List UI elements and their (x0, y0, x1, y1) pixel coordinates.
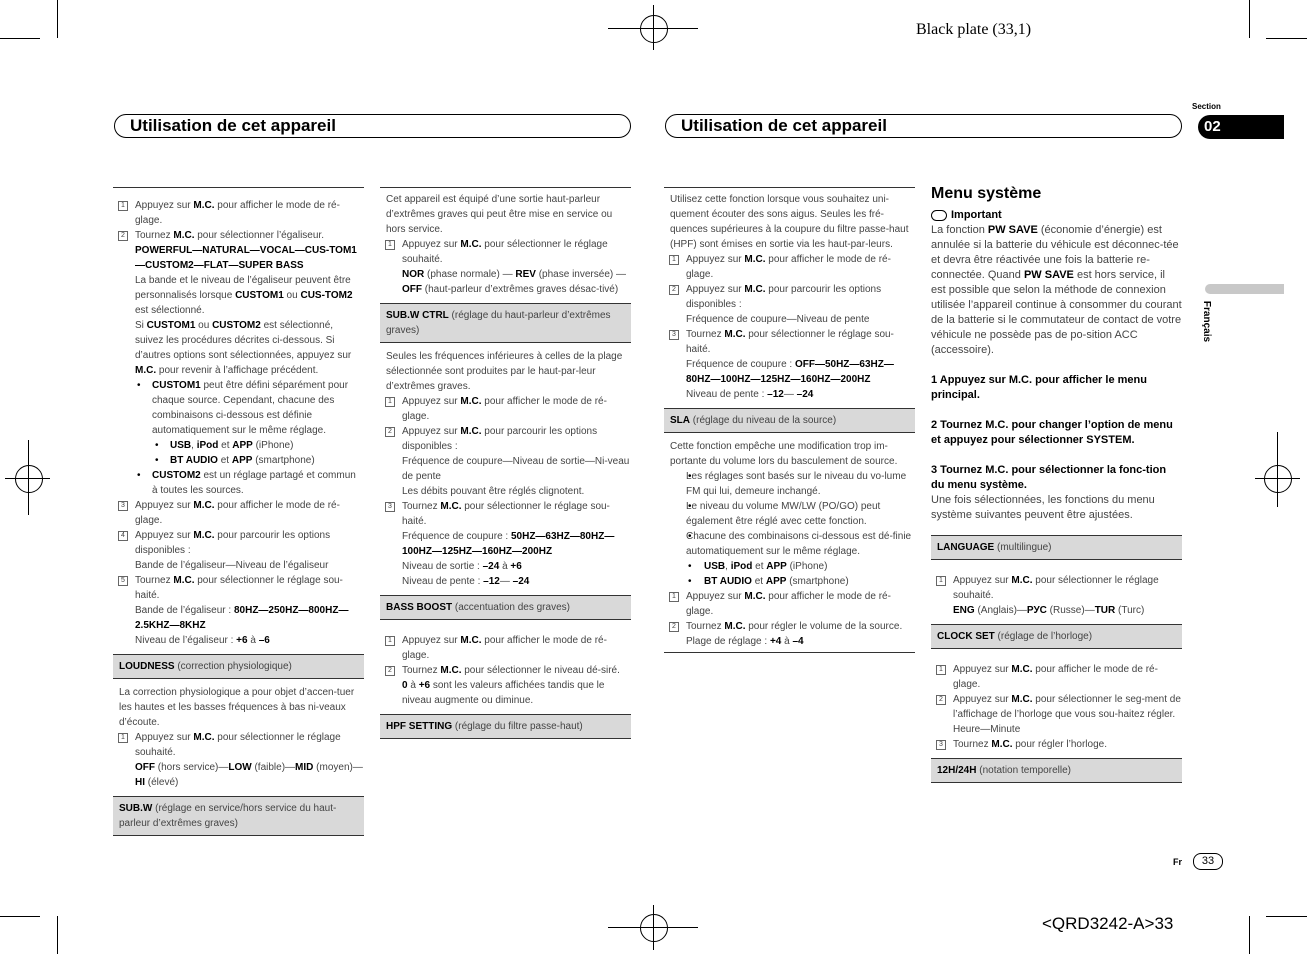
text: TUR (1094, 605, 1116, 616)
step-number: 1 (385, 636, 395, 646)
text: Appuyez sur (135, 500, 194, 511)
text: pour afficher le mode de ré-glage. (953, 664, 1158, 690)
text: (réglage du niveau de la source) (690, 415, 837, 426)
step-number: 1 (385, 397, 395, 407)
setting-bar (931, 624, 1182, 649)
step-number: 1 (118, 733, 128, 743)
text: (élevé) (145, 777, 179, 788)
bullet-item (113, 468, 364, 498)
registration-line (653, 905, 654, 950)
text: NOR (402, 269, 425, 280)
text: à (247, 635, 259, 646)
important-icon (931, 210, 947, 221)
text: et (751, 576, 766, 587)
text: pour sélectionner le réglage souhaité. (135, 732, 341, 758)
text: (réglage de l’horloge) (994, 631, 1093, 642)
bullet-item: • Le niveau du volume MW/LW (PO/GO) peut également être réglé avec cette fonction. (664, 499, 915, 529)
crop-mark (1249, 0, 1250, 38)
text: Appuyez sur (135, 530, 194, 541)
text: (Turc) (1115, 605, 1145, 616)
step-number: 4 (118, 531, 128, 541)
list-item (931, 662, 1182, 692)
document-code: <QRD3242-A>33 (1042, 914, 1174, 933)
text: 50HZ—63HZ—80HZ—100HZ—125HZ—160HZ—200HZ (402, 531, 615, 557)
step-number: 1 (118, 201, 128, 211)
text: CUSTOM2 (152, 470, 201, 481)
text: M.C. (1011, 694, 1033, 705)
crop-mark (57, 916, 58, 954)
text: (réglage en service/hors service du haut-parleur d’extrêmes graves) (119, 803, 337, 829)
text: pour sélectionner le réglage sou-haité. (686, 329, 894, 355)
crop-mark (1249, 916, 1250, 954)
list-item (113, 528, 364, 573)
text: M.C. (724, 621, 746, 632)
text: M.C. (173, 575, 195, 586)
text: 0 (402, 680, 408, 691)
text: (accentuation des graves) (452, 602, 570, 613)
text: (économie d’énergie) est annulée si la batterie du véhicule est déconnec-tée et devra être réactivée une fois la batterie re-connectée. Quand (931, 224, 1179, 281)
setting-bar (380, 303, 631, 343)
text: Bande de l’égaliseur—Niveau de l’égaliseur (135, 560, 329, 571)
list-item (664, 589, 915, 619)
text: et (752, 561, 767, 572)
text: Appuyez sur (402, 396, 461, 407)
bullet-item (113, 453, 364, 468)
text: (correction physiologique) (174, 661, 292, 672)
text: (Russe)— (1046, 605, 1095, 616)
list-item (931, 737, 1182, 752)
text: –24 (482, 561, 500, 572)
text: Appuyez sur (402, 426, 461, 437)
text: est un réglage partagé et commun à toutes les sources. (152, 470, 356, 496)
text: M.C. (193, 732, 215, 743)
text: Tournez (953, 739, 992, 750)
step-number: 3 (669, 330, 679, 340)
text: Tournez (135, 575, 174, 586)
text: sont les valeurs affichées tandis que le niveau augmente ou diminue. (402, 680, 605, 706)
text: LOUDNESS (119, 661, 175, 672)
list-item (113, 198, 364, 228)
spacer (931, 566, 1182, 573)
setting-bar (380, 714, 631, 739)
text: M.C. (991, 739, 1013, 750)
text: Tournez (135, 230, 174, 241)
text: HPF SETTING (386, 721, 453, 732)
text: CLOCK SET (937, 631, 995, 642)
text: Bande de l’égaliseur : (135, 605, 234, 616)
registration-mark-icon (640, 914, 668, 942)
column-1 (113, 187, 364, 842)
crop-mark (0, 38, 40, 39)
text: est sélectionné. (135, 305, 205, 316)
text: Important (951, 209, 1002, 221)
text: M.C. (460, 426, 482, 437)
crop-mark (0, 916, 40, 917)
text: pour sélectionner le seg-ment de l’affichage de l’horloge que vous sou-haitez régler. (953, 694, 1181, 720)
bullet-item (664, 574, 915, 589)
text: peut être défini séparément pour chaque source. Cependant, chacune des combinaisons ci-dessous est définie automatiquement sur le même réglage. (152, 380, 349, 436)
list-item (113, 228, 364, 378)
registration-mark-icon (1264, 465, 1292, 493)
text: (phase normale) — (424, 269, 516, 280)
text: PW SAVE (1023, 269, 1074, 281)
section-label: Section (1192, 102, 1221, 111)
text: ou (195, 320, 213, 331)
text: USB (704, 561, 726, 572)
text: M.C. (460, 396, 482, 407)
text: Tournez (686, 329, 725, 340)
text: APP (765, 576, 787, 587)
text: CUSTOM1 (146, 320, 196, 331)
text: –12 (483, 576, 500, 587)
text: Appuyez sur (135, 200, 194, 211)
text: –4 (792, 636, 804, 647)
list-item (380, 633, 631, 663)
text: pour sélectionner le réglage souhaité. (402, 239, 608, 265)
step-number: 5 (118, 576, 128, 586)
paragraph: Une fois sélectionnées, les fonctions du menu système suivantes peuvent être ajustées. (931, 494, 1155, 521)
paragraph (931, 223, 1182, 358)
text: APP (232, 440, 253, 451)
registration-line (653, 5, 654, 50)
step-number: 1 (936, 665, 946, 675)
text: 80HZ—250HZ—800HZ—2.5KHZ—8KHZ (135, 605, 349, 631)
crop-mark (57, 0, 58, 38)
text: à (407, 680, 419, 691)
text: Tournez (686, 621, 725, 632)
text: SLA (670, 415, 690, 426)
text: +6 (236, 635, 248, 646)
section-number: 02 (1204, 118, 1221, 135)
setting-bar (931, 758, 1182, 783)
text: M.C. (193, 200, 215, 211)
text: M.C. (193, 530, 215, 541)
text: (smartphone) (252, 455, 315, 466)
text: — (499, 576, 513, 587)
text: — (783, 389, 797, 400)
text: pour sélectionner le réglage souhaité. (953, 575, 1159, 601)
text: pour revenir à l’affichage précédent. (156, 365, 319, 376)
text: Si (135, 320, 147, 331)
list-item (664, 282, 915, 327)
text: –12 (767, 389, 784, 400)
language-tab (1205, 284, 1284, 294)
step-number: 3 (385, 502, 395, 512)
text: (haut-parleur d’extrêmes graves désac-tivé) (422, 284, 619, 295)
text: Appuyez sur (953, 575, 1012, 586)
text: OFF—50HZ—63HZ—80HZ—100HZ—125HZ—160HZ—200HZ (686, 359, 894, 385)
step-number: 2 (669, 285, 679, 295)
paragraph: La correction physiologique a pour objet d’accen-tuer les hautes et les basses fréquences à bas ni-veaux d’écoute. (119, 687, 355, 728)
text: M.C. (135, 365, 157, 376)
text: La fonction (931, 224, 988, 236)
text: HI (135, 777, 145, 788)
text: iPod (196, 440, 219, 451)
text: M.C. (440, 501, 462, 512)
text: M.C. (193, 500, 215, 511)
list-item (113, 573, 364, 648)
text: pour parcourir les options disponibles : (686, 284, 882, 310)
text: M.C. (744, 591, 766, 602)
plate-label: Black plate (33,1) (916, 21, 1032, 38)
registration-mark-icon (15, 465, 43, 493)
text: pour afficher le mode de ré-glage. (135, 500, 340, 526)
text: CUSTOM1 (235, 290, 284, 301)
text: pour sélectionner le réglage sou-haité. (402, 501, 610, 527)
text: Tournez (402, 665, 441, 676)
list-item (113, 730, 364, 790)
text: +4 (769, 636, 782, 647)
list-item (380, 237, 631, 297)
text: –6 (258, 635, 270, 646)
step-number: 1 (669, 255, 679, 265)
step-number: 1 (385, 240, 395, 250)
column-2 (380, 187, 631, 745)
step-heading: 3 Tournez M.C. pour sélectionner la fonc-tion du menu système. (931, 464, 1167, 491)
text: (multilingue) (994, 542, 1052, 553)
text: USB (170, 440, 192, 451)
step-number: 2 (385, 427, 395, 437)
text: pour parcourir les options disponibles : (135, 530, 331, 556)
text: , (191, 440, 197, 451)
list-item (664, 327, 915, 402)
registration-line (1277, 432, 1278, 507)
text: –24 (796, 389, 814, 400)
setting-bar (931, 535, 1182, 560)
text: M.C. (1011, 664, 1033, 675)
text: (réglage du filtre passe-haut) (452, 721, 583, 732)
step-number: 1 (936, 576, 946, 586)
text: M.C. (744, 284, 766, 295)
paragraph: Seules les fréquences inférieures à celles de la plage sélectionnée sont produites par le haut-par-leur d’extrêmes graves. (386, 351, 623, 392)
text: Appuyez sur (953, 664, 1012, 675)
bullet-item (113, 378, 364, 438)
text: РУС (1026, 605, 1047, 616)
text: pour régler le volume de la source. (745, 621, 903, 632)
text: pour sélectionner l’égaliseur. (194, 230, 324, 241)
step-number: 2 (936, 695, 946, 705)
section-title-right: Utilisation de cet appareil (665, 114, 1182, 138)
paragraph: Cette fonction empêche une modification trop im-portante du volume lors du basculement de source. (670, 441, 898, 467)
text: CUSTOM2 (212, 320, 261, 331)
text: à (499, 561, 511, 572)
text: iPod (730, 561, 753, 572)
list-item (664, 252, 915, 282)
text: Fréquence de coupure : (402, 531, 511, 542)
bullet-item: • Les réglages sont basés sur le niveau du vo-lume FM qui lui, demeure inchangé. (664, 469, 915, 499)
text: pour régler l’horloge. (1012, 739, 1107, 750)
text: LANGUAGE (937, 542, 995, 553)
text: PW SAVE (987, 224, 1038, 236)
page-number-badge (1193, 853, 1223, 870)
paragraph: Cet appareil est équipé d’une sortie haut-parleur d’extrêmes graves qui peut être mise en service ou hors service. (386, 194, 613, 235)
bullet-item (113, 438, 364, 453)
text: pour afficher le mode de ré-glage. (135, 200, 340, 226)
text: pour afficher le mode de ré-glage. (402, 635, 607, 661)
step-number: 3 (936, 740, 946, 750)
text: Fréquence de coupure : (686, 359, 795, 370)
text: Fréquence de coupure—Niveau de pente (686, 314, 870, 325)
text: pour sélectionner le niveau dé-siré. (461, 665, 620, 676)
text: à (781, 636, 793, 647)
text: Tournez (402, 501, 441, 512)
text: (notation temporelle) (976, 765, 1071, 776)
setting-bar (664, 408, 915, 433)
list-item (113, 498, 364, 528)
text: pour afficher le mode de ré-glage. (402, 396, 607, 422)
text: +6 (510, 561, 522, 572)
step-number: 2 (669, 622, 679, 632)
text: APP (231, 455, 253, 466)
text: BT AUDIO (704, 576, 752, 587)
text: (réglage du haut-parleur d’extrêmes graves) (386, 310, 611, 336)
text: Appuyez sur (402, 635, 461, 646)
bullet-item: • Chacune des combinaisons ci-dessous est dé-finie automatiquement sur le même réglage. (664, 529, 915, 559)
text: M.C. (1011, 575, 1033, 586)
registration-line (28, 440, 29, 515)
text: +6 (418, 680, 431, 691)
text: Appuyez sur (402, 239, 461, 250)
setting-bar (380, 595, 631, 620)
text: pour sélectionner le réglage sou-haité. (135, 575, 343, 601)
text: M.C. (460, 635, 482, 646)
list-item (380, 663, 631, 708)
text: (iPhone) (252, 440, 294, 451)
list-item (380, 424, 631, 499)
text: ENG (953, 605, 975, 616)
step-number: 1 (669, 592, 679, 602)
text: LOW (228, 762, 252, 773)
text: APP (766, 561, 787, 572)
paragraph: Utilisez cette fonction lorsque vous souhaitez uni-quement écouter des sons aigus. Seules les fré-quences supérieures à la coupure du filtre passe-haut (HPF) sont émises en sortie via les haut-par-leurs. (670, 194, 909, 250)
step-number: 2 (385, 666, 395, 676)
step-heading: 1 Appuyez sur M.C. pour afficher le menu principal. (931, 374, 1147, 401)
text: (phase inversée) — (535, 269, 626, 280)
text: SUB.W (119, 803, 153, 814)
text: (hors service)— (155, 762, 229, 773)
text: 12H/24H (937, 765, 977, 776)
bullet-item (664, 559, 915, 574)
text: OFF (135, 762, 155, 773)
list-item (931, 573, 1182, 618)
text: (moyen)— (313, 762, 363, 773)
setting-bar (113, 654, 364, 679)
text: Appuyez sur (686, 284, 745, 295)
text: Plage de réglage : (686, 636, 770, 647)
spacer (931, 655, 1182, 662)
text: REV (515, 269, 536, 280)
text: BT AUDIO (170, 455, 218, 466)
text: M.C. (460, 239, 482, 250)
crop-mark (1266, 38, 1307, 39)
text: M.C. (440, 665, 462, 676)
registration-mark-icon (640, 15, 668, 43)
column-4 (931, 184, 1182, 789)
list-item (380, 499, 631, 589)
text: (smartphone) (786, 576, 849, 587)
text: , (725, 561, 731, 572)
step-number: 2 (118, 231, 128, 241)
spacer (380, 626, 631, 633)
important-note (931, 208, 1182, 223)
text: (iPhone) (786, 561, 828, 572)
text: et (217, 455, 232, 466)
settings-block (931, 535, 1182, 783)
text: CUSTOM1 (152, 380, 201, 391)
text: est hors service, il est possible que selon la méthode de connexion utilisée l’appareil continue à consommer du courant de la batterie si le commutateur de contact de votre véhicule ne possède pas de po-sition ACC (accessoire). (931, 269, 1182, 356)
step-heading: 2 Tournez M.C. pour changer l’option de menu et appuyez pour sélectionner SYSTEM. (931, 419, 1173, 446)
text: pour afficher le mode de ré-glage. (686, 591, 891, 617)
text: POWERFUL—NATURAL—VOCAL—CUS-TOM1—CUSTOM2—FLAT—SUPER BASS (135, 245, 357, 271)
setting-bar (113, 796, 364, 836)
column-3 (664, 187, 915, 653)
text: M.C. (744, 254, 766, 265)
text: ou (283, 290, 301, 301)
step-number: 3 (118, 501, 128, 511)
section-heading: Menu système (931, 185, 1042, 202)
section-number-badge (1198, 115, 1284, 139)
text: M.C. (173, 230, 195, 241)
text: Heure—Minute (953, 724, 1021, 735)
text: Niveau de pente : (686, 389, 768, 400)
text: OFF (402, 284, 422, 295)
crop-mark (1266, 916, 1307, 917)
text: pour parcourir les options disponibles : (402, 426, 598, 452)
text: SUB.W CTRL (386, 310, 449, 321)
text: M.C. (724, 329, 746, 340)
language-tab-label: Français (1201, 300, 1213, 343)
text: Appuyez sur (135, 732, 194, 743)
text: BASS BOOST (386, 602, 453, 613)
list-item (664, 619, 915, 653)
text: –24 (512, 576, 530, 587)
text: et (218, 440, 233, 451)
text: pour afficher le mode de ré-glage. (686, 254, 891, 280)
footer-lang: Fr (1173, 857, 1182, 867)
page-number: 33 (1201, 855, 1215, 867)
text: Appuyez sur (686, 254, 745, 265)
text: Niveau de sortie : (402, 561, 483, 572)
list-item (380, 394, 631, 424)
text: Niveau de pente : (402, 576, 484, 587)
section-title-left: Utilisation de cet appareil (114, 114, 631, 138)
text: est sélectionné, suivez les procédures décrites ci-dessous. Si d’autres options sont sélectionnées, appuyez sur (135, 320, 352, 361)
text: Appuyez sur (953, 694, 1012, 705)
text: La bande et le niveau de l’égaliseur peuvent être personnalisés lorsque (135, 275, 351, 301)
text: Appuyez sur (686, 591, 745, 602)
text: (Anglais)— (974, 605, 1027, 616)
text: Fréquence de coupure—Niveau de sortie—Ni-veau de pente (402, 456, 630, 482)
list-item (931, 692, 1182, 737)
text: CUS-TOM2 (300, 290, 353, 301)
text: Les débits pouvant être réglés clignotent. (402, 486, 585, 497)
text: (faible)— (251, 762, 296, 773)
text: Niveau de l’égaliseur : (135, 635, 237, 646)
text: MID (295, 762, 314, 773)
